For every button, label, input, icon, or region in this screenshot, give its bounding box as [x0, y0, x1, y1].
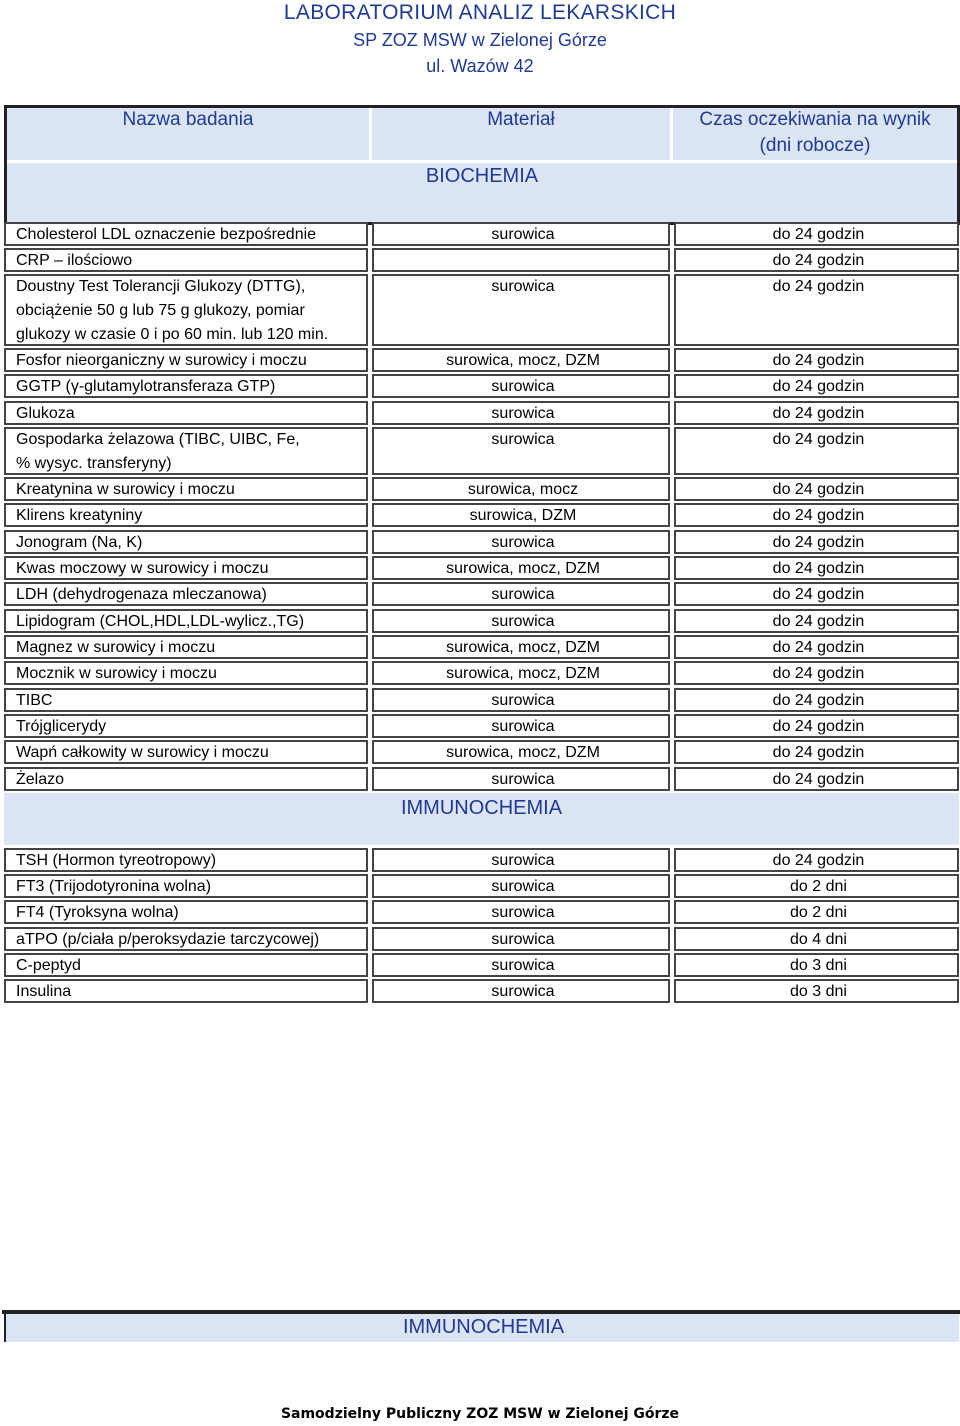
cell-material	[372, 503, 670, 527]
cell-test-name	[4, 661, 368, 685]
material-text: surowica	[491, 957, 555, 974]
test-name-line: Kreatynina w surowicy i moczu	[16, 481, 235, 498]
cell-test-name	[4, 609, 368, 633]
table-row	[4, 582, 959, 606]
waiting-time-text: do 24 godzin	[772, 481, 865, 498]
waiting-time-text: do 24 godzin	[772, 665, 865, 682]
material-text: surowica	[491, 718, 555, 735]
cell-material	[372, 401, 670, 425]
test-name-line: Trójglicerydy	[16, 718, 107, 735]
waiting-time-text: do 24 godzin	[772, 771, 865, 788]
cell-waiting-time	[674, 222, 959, 246]
test-name-line: LDH (dehydrogenaza mleczanowa)	[16, 586, 267, 603]
cell-material	[372, 953, 670, 977]
material-text: surowica	[491, 878, 555, 895]
waiting-time-text: do 24 godzin	[772, 852, 865, 869]
cell-material	[372, 274, 670, 346]
waiting-time-text: do 3 dni	[790, 957, 847, 974]
test-name-line: Klirens kreatyniny	[16, 507, 143, 524]
bottom-section-band	[4, 1314, 959, 1342]
cell-material	[372, 714, 670, 738]
cell-material	[372, 609, 670, 633]
material-text: surowica, DZM	[469, 507, 577, 524]
cell-material	[372, 374, 670, 398]
cell-waiting-time	[674, 503, 959, 527]
cell-waiting-time	[674, 688, 959, 712]
cell-test-name	[4, 767, 368, 791]
cell-test-name	[4, 582, 368, 606]
cell-test-name	[4, 427, 368, 475]
table-row	[4, 979, 959, 1003]
cell-material	[372, 582, 670, 606]
table-row	[4, 477, 959, 501]
cell-test-name	[4, 635, 368, 659]
waiting-time-text: do 24 godzin	[772, 431, 865, 448]
cell-test-name	[4, 900, 368, 924]
test-name-line: Kwas moczowy w surowicy i moczu	[16, 560, 269, 577]
cell-test-name	[4, 927, 368, 951]
test-name-line: FT4 (Tyroksyna wolna)	[16, 904, 179, 921]
cell-test-name	[4, 556, 368, 580]
cell-material	[372, 248, 670, 272]
cell-waiting-time	[674, 635, 959, 659]
cell-test-name	[4, 688, 368, 712]
cell-test-name	[4, 248, 368, 272]
waiting-time-text: do 24 godzin	[772, 718, 865, 735]
material-text: surowica	[491, 771, 555, 788]
test-name-line: Magnez w surowicy i moczu	[16, 639, 216, 656]
material-text: surowica	[491, 534, 555, 551]
table-row	[4, 740, 959, 764]
waiting-time-text: do 24 godzin	[772, 560, 865, 577]
table-row	[4, 874, 959, 898]
test-name-line: FT3 (Trijodotyronina wolna)	[16, 878, 212, 895]
col-header-time: Czas oczekiwania na wynik	[699, 109, 931, 130]
table-row	[4, 248, 959, 272]
material-text: surowica	[491, 586, 555, 603]
table-row	[4, 374, 959, 398]
test-name-line: Gospodarka żelazowa (TIBC, UIBC, Fe,	[16, 431, 300, 448]
cell-material	[372, 477, 670, 501]
material-text: surowica	[491, 692, 555, 709]
material-text: surowica	[491, 983, 555, 1000]
cell-waiting-time	[674, 582, 959, 606]
waiting-time-text: do 24 godzin	[772, 534, 865, 551]
cell-waiting-time	[674, 661, 959, 685]
material-text: surowica	[491, 226, 555, 243]
test-name-line: Wapń całkowity w surowicy i moczu	[16, 744, 269, 761]
material-text: surowica	[491, 931, 555, 948]
test-name-line: Cholesterol LDL oznaczenie bezpośrednie	[16, 226, 317, 243]
cell-test-name	[4, 740, 368, 764]
cell-material	[372, 848, 670, 872]
table-row	[4, 688, 959, 712]
page-footer: Samodzielny Publiczny ZOZ MSW w Zielonej Górze	[280, 1406, 680, 1422]
test-name-line: Insulina	[16, 983, 72, 1000]
cell-material	[372, 661, 670, 685]
waiting-time-text: do 24 godzin	[772, 352, 865, 369]
material-text: surowica	[491, 613, 555, 630]
table-row	[4, 427, 959, 475]
col-header-time-note: (dni robocze)	[759, 135, 871, 156]
waiting-time-text: do 4 dni	[790, 931, 847, 948]
cell-material	[372, 874, 670, 898]
cell-material	[372, 740, 670, 764]
test-name-line: Mocznik w surowicy i moczu	[16, 665, 217, 682]
bottom-section-title: IMMUNOCHEMIA	[402, 1316, 565, 1338]
cell-test-name	[4, 374, 368, 398]
material-text: surowica, mocz	[467, 481, 579, 498]
cell-test-name	[4, 848, 368, 872]
cell-material	[372, 688, 670, 712]
cell-test-name	[4, 953, 368, 977]
waiting-time-text: do 24 godzin	[772, 744, 865, 761]
cell-waiting-time	[674, 248, 959, 272]
cell-waiting-time	[674, 953, 959, 977]
cell-waiting-time	[674, 477, 959, 501]
waiting-time-text: do 24 godzin	[772, 226, 865, 243]
cell-waiting-time	[674, 848, 959, 872]
test-name-line: TSH (Hormon tyreotropowy)	[16, 852, 217, 869]
waiting-time-text: do 24 godzin	[772, 378, 865, 395]
col-header-material: Materiał	[487, 109, 555, 130]
cell-test-name	[4, 348, 368, 372]
material-text: surowica	[491, 378, 555, 395]
waiting-time-text: do 24 godzin	[772, 586, 865, 603]
material-text: surowica, mocz, DZM	[446, 744, 600, 761]
table-row	[4, 609, 959, 633]
test-name-line: Żelazo	[16, 771, 65, 788]
waiting-time-text: do 24 godzin	[772, 639, 865, 656]
cell-material	[372, 556, 670, 580]
cell-waiting-time	[674, 374, 959, 398]
test-name-line: Glukoza	[16, 405, 75, 422]
material-text: surowica, mocz, DZM	[446, 639, 600, 656]
cell-waiting-time	[674, 348, 959, 372]
test-name-line: GGTP (γ-glutamylotransferaza GTP)	[16, 378, 276, 395]
test-name-line: CRP – ilościowo	[16, 252, 133, 269]
cell-waiting-time	[674, 714, 959, 738]
col-header-name: Nazwa badania	[122, 109, 254, 130]
table-row	[4, 635, 959, 659]
cell-waiting-time	[674, 900, 959, 924]
cell-material	[372, 900, 670, 924]
test-name-line: Fosfor nieorganiczny w surowicy i moczu	[16, 352, 307, 369]
waiting-time-text: do 24 godzin	[772, 252, 865, 269]
cell-test-name	[4, 503, 368, 527]
cell-test-name	[4, 530, 368, 554]
cell-material	[372, 927, 670, 951]
waiting-time-text: do 2 dni	[790, 904, 847, 921]
material-text: surowica	[491, 405, 555, 422]
cell-waiting-time	[674, 874, 959, 898]
material-text: surowica	[491, 904, 555, 921]
material-text: surowica	[491, 852, 555, 869]
cell-waiting-time	[674, 740, 959, 764]
material-text: surowica, mocz, DZM	[446, 352, 600, 369]
test-name-line: % wysyc. transferyny)	[16, 455, 172, 472]
test-name-line: aTPO (p/ciała p/peroksydazie tarczycowej)	[16, 931, 320, 948]
table-row	[4, 927, 959, 951]
test-name-line: Lipidogram (CHOL,HDL,LDL-wylicz.,TG)	[16, 613, 305, 630]
cell-material	[372, 635, 670, 659]
table-row	[4, 661, 959, 685]
cell-waiting-time	[674, 401, 959, 425]
cell-test-name	[4, 979, 368, 1003]
cell-waiting-time	[674, 556, 959, 580]
cell-waiting-time	[674, 927, 959, 951]
immunochemia-section-band	[4, 793, 959, 845]
cell-waiting-time	[674, 427, 959, 475]
table-row	[4, 714, 959, 738]
table-row	[4, 530, 959, 554]
waiting-time-text: do 24 godzin	[772, 405, 865, 422]
cell-waiting-time	[674, 609, 959, 633]
waiting-time-text: do 24 godzin	[772, 278, 865, 295]
cell-waiting-time	[674, 274, 959, 346]
cell-test-name	[4, 222, 368, 246]
cell-material	[372, 530, 670, 554]
table-row	[4, 348, 959, 372]
cell-material	[372, 427, 670, 475]
waiting-time-text: do 3 dni	[790, 983, 847, 1000]
test-name-line: C-peptyd	[16, 957, 81, 974]
test-name-line: obciążenie 50 g lub 75 g glukozy, pomiar	[16, 302, 305, 319]
cell-material	[372, 979, 670, 1003]
test-name-line: Jonogram (Na, K)	[16, 534, 143, 551]
cell-waiting-time	[674, 767, 959, 791]
test-name-line: glukozy w czasie 0 i po 60 min. lub 120 min.	[16, 326, 329, 343]
table-row	[4, 953, 959, 977]
material-text: surowica, mocz, DZM	[446, 560, 600, 577]
table-row	[4, 767, 959, 791]
cell-material	[372, 222, 670, 246]
table-row	[4, 222, 959, 246]
material-text: surowica	[491, 278, 555, 295]
table-row	[4, 401, 959, 425]
waiting-time-text: do 24 godzin	[772, 507, 865, 524]
material-text: surowica	[491, 431, 555, 448]
cell-material	[372, 767, 670, 791]
test-name-line: TIBC	[16, 692, 53, 709]
cell-test-name	[4, 477, 368, 501]
cell-material	[372, 348, 670, 372]
cell-test-name	[4, 874, 368, 898]
table-row	[4, 848, 959, 872]
material-text: surowica, mocz, DZM	[446, 665, 600, 682]
cell-waiting-time	[674, 979, 959, 1003]
table-row	[4, 556, 959, 580]
lab-title: LABORATORIUM ANALIZ LEKARSKICH	[283, 1, 677, 24]
cell-test-name	[4, 274, 368, 346]
test-name-line: Doustny Test Tolerancji Glukozy (DTTG),	[16, 278, 306, 295]
table-row	[4, 274, 959, 346]
table-row	[4, 503, 959, 527]
waiting-time-text: do 2 dni	[790, 878, 847, 895]
lab-subtitle: SP ZOZ MSW w Zielonej Górze	[353, 30, 607, 50]
section-title-biochemia: BIOCHEMIA	[425, 165, 539, 187]
lab-address: ul. Wazów 42	[426, 56, 534, 76]
waiting-time-text: do 24 godzin	[772, 613, 865, 630]
cell-test-name	[4, 401, 368, 425]
section-title-immunochemia: IMMUNOCHEMIA	[400, 797, 563, 819]
header-divider	[7, 160, 957, 163]
cell-test-name	[4, 714, 368, 738]
table-row	[4, 900, 959, 924]
waiting-time-text: do 24 godzin	[772, 692, 865, 709]
cell-waiting-time	[674, 530, 959, 554]
